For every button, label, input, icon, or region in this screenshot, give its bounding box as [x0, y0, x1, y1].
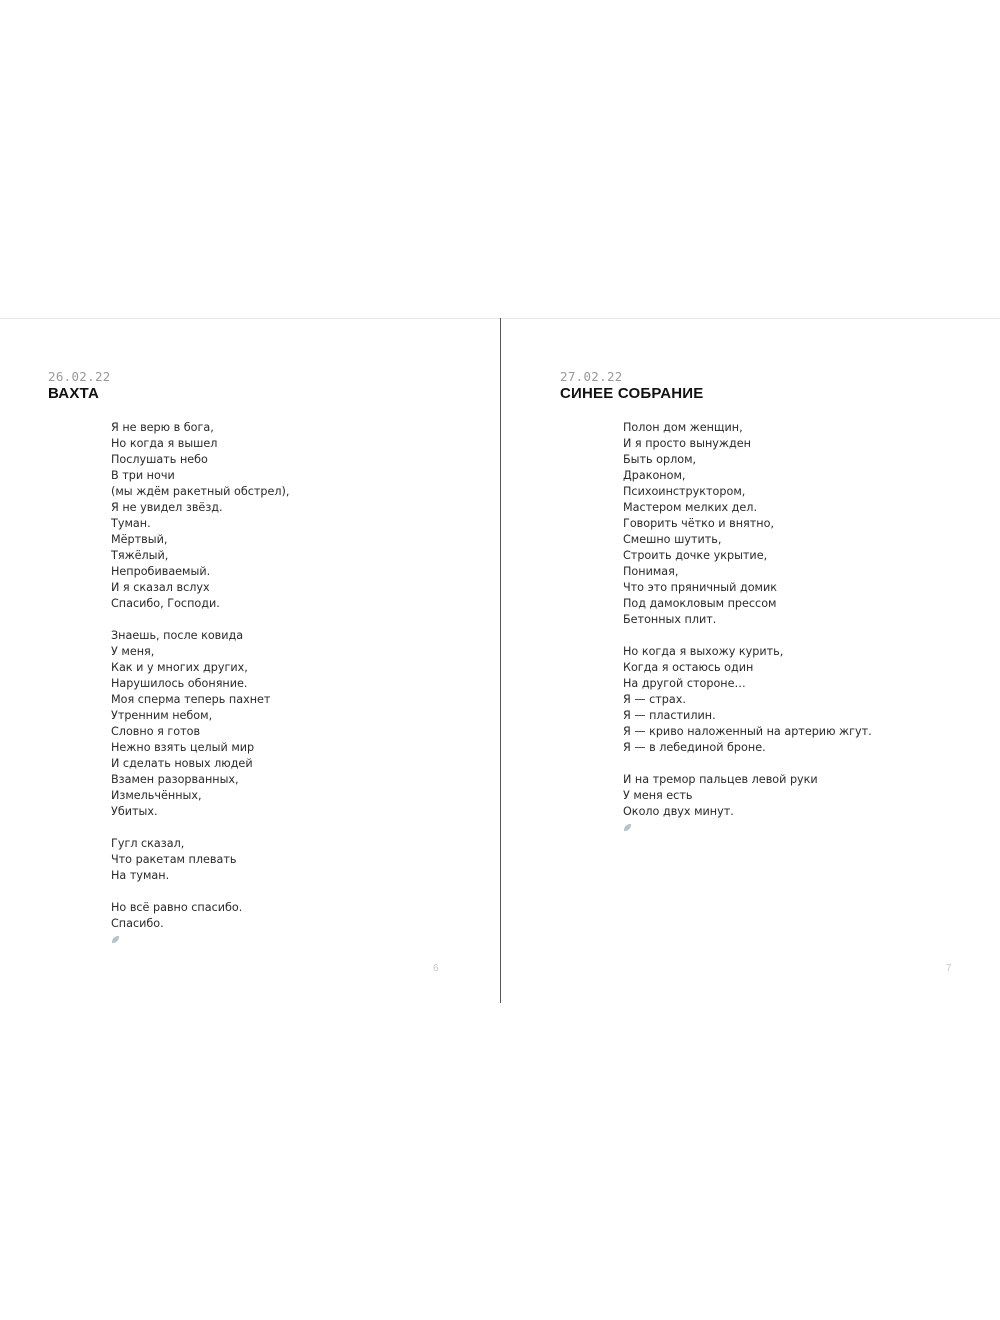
poem-line: Но всё равно спасибо. [111, 901, 243, 914]
poem-line: На туман. [111, 869, 170, 882]
poem-line: Психоинструктором, [623, 485, 746, 498]
poem-line: Я — криво наложенный на артерию жгут. [623, 725, 872, 738]
poem-line: Словно я готов [111, 725, 201, 738]
poem-line: Что ракетам плевать [111, 853, 237, 866]
poem-line: Знаешь, после ковида [111, 629, 244, 642]
poem-line: Как и у многих других, [111, 661, 248, 674]
stanza [623, 772, 872, 832]
poem-line: Под дамокловым прессом [623, 597, 777, 610]
poem-line: Спасибо. [111, 917, 164, 930]
poem-line: И я просто вынужден [623, 437, 751, 450]
poem-line: Полон дом женщин, [623, 421, 743, 434]
stanza [623, 420, 872, 628]
poem-line: Послушать небо [111, 453, 208, 466]
poem-body [111, 420, 289, 944]
poem-line: Тяжёлый, [111, 549, 169, 562]
poem-line: Гугл сказал, [111, 837, 185, 850]
page-number: 7 [946, 963, 952, 974]
left-page [0, 318, 500, 1003]
poem-title: ВАХТА [48, 385, 99, 402]
poem-line: У меня есть [623, 789, 693, 802]
poem-line: На другой стороне… [623, 677, 746, 690]
poem-line: Что это пряничный домик [623, 581, 778, 594]
poem-line: Измельчённых, [111, 789, 202, 802]
poem-line: Нарушилось обоняние. [111, 677, 248, 690]
poem-line: Быть орлом, [623, 453, 697, 466]
poem-line: Бетонных плит. [623, 613, 717, 626]
poem-date: 26.02.22 [48, 369, 111, 384]
poem-line: Я — в лебединой броне. [623, 741, 766, 754]
poem-line: Около двух минут. [623, 805, 734, 818]
stanza [623, 644, 872, 756]
page-number: 6 [433, 963, 439, 974]
poem-line: Я не верю в бога, [111, 421, 214, 434]
poem-line: И сделать новых людей [111, 757, 253, 770]
poem-line: Туман. [111, 517, 151, 530]
stanza [111, 420, 289, 612]
poem-line: Мастером мелких дел. [623, 501, 758, 514]
poem-line: Понимая, [623, 565, 679, 578]
leaf-icon [111, 935, 120, 944]
poem-line: Говорить чётко и внятно, [623, 517, 775, 530]
poem-line: В три ночи [111, 469, 175, 482]
poem-line: Смешно шутить, [623, 533, 722, 546]
leaf-icon [623, 823, 632, 832]
poem-title: СИНЕЕ СОБРАНИЕ [560, 385, 704, 402]
poem-line: Взамен разорванных, [111, 773, 239, 786]
poem-line: Спасибо, Господи. [111, 597, 220, 610]
poem-line: Драконом, [623, 469, 686, 482]
poem-line: Утренним небом, [111, 709, 213, 722]
poem-line: У меня, [111, 645, 155, 658]
poem-line: Я не увидел звёзд. [111, 501, 223, 514]
poem-line: Строить дочке укрытие, [623, 549, 768, 562]
stanza [111, 900, 289, 944]
poem-body [623, 420, 872, 832]
poem-line: Убитых. [111, 805, 158, 818]
stanza [111, 628, 289, 820]
poem-line: Но когда я выхожу курить, [623, 645, 784, 658]
poem-line: И на тремор пальцев левой руки [623, 773, 818, 786]
right-page [501, 318, 1000, 1003]
stanza [111, 836, 289, 884]
poem-line: Но когда я вышел [111, 437, 218, 450]
poem-line: Я — пластилин. [623, 709, 716, 722]
poem-line: Нежно взять целый мир [111, 741, 255, 754]
poem-line: Непробиваемый. [111, 565, 211, 578]
poem-line: И я сказал вслух [111, 581, 210, 594]
poem-line: Когда я остаюсь один [623, 661, 754, 674]
poem-line: (мы ждём ракетный обстрел), [111, 485, 290, 498]
poem-line: Моя сперма теперь пахнет [111, 693, 271, 706]
poem-date: 27.02.22 [560, 369, 623, 384]
poem-line: Я — страх. [623, 693, 686, 706]
poem-line: Мёртвый, [111, 533, 168, 546]
